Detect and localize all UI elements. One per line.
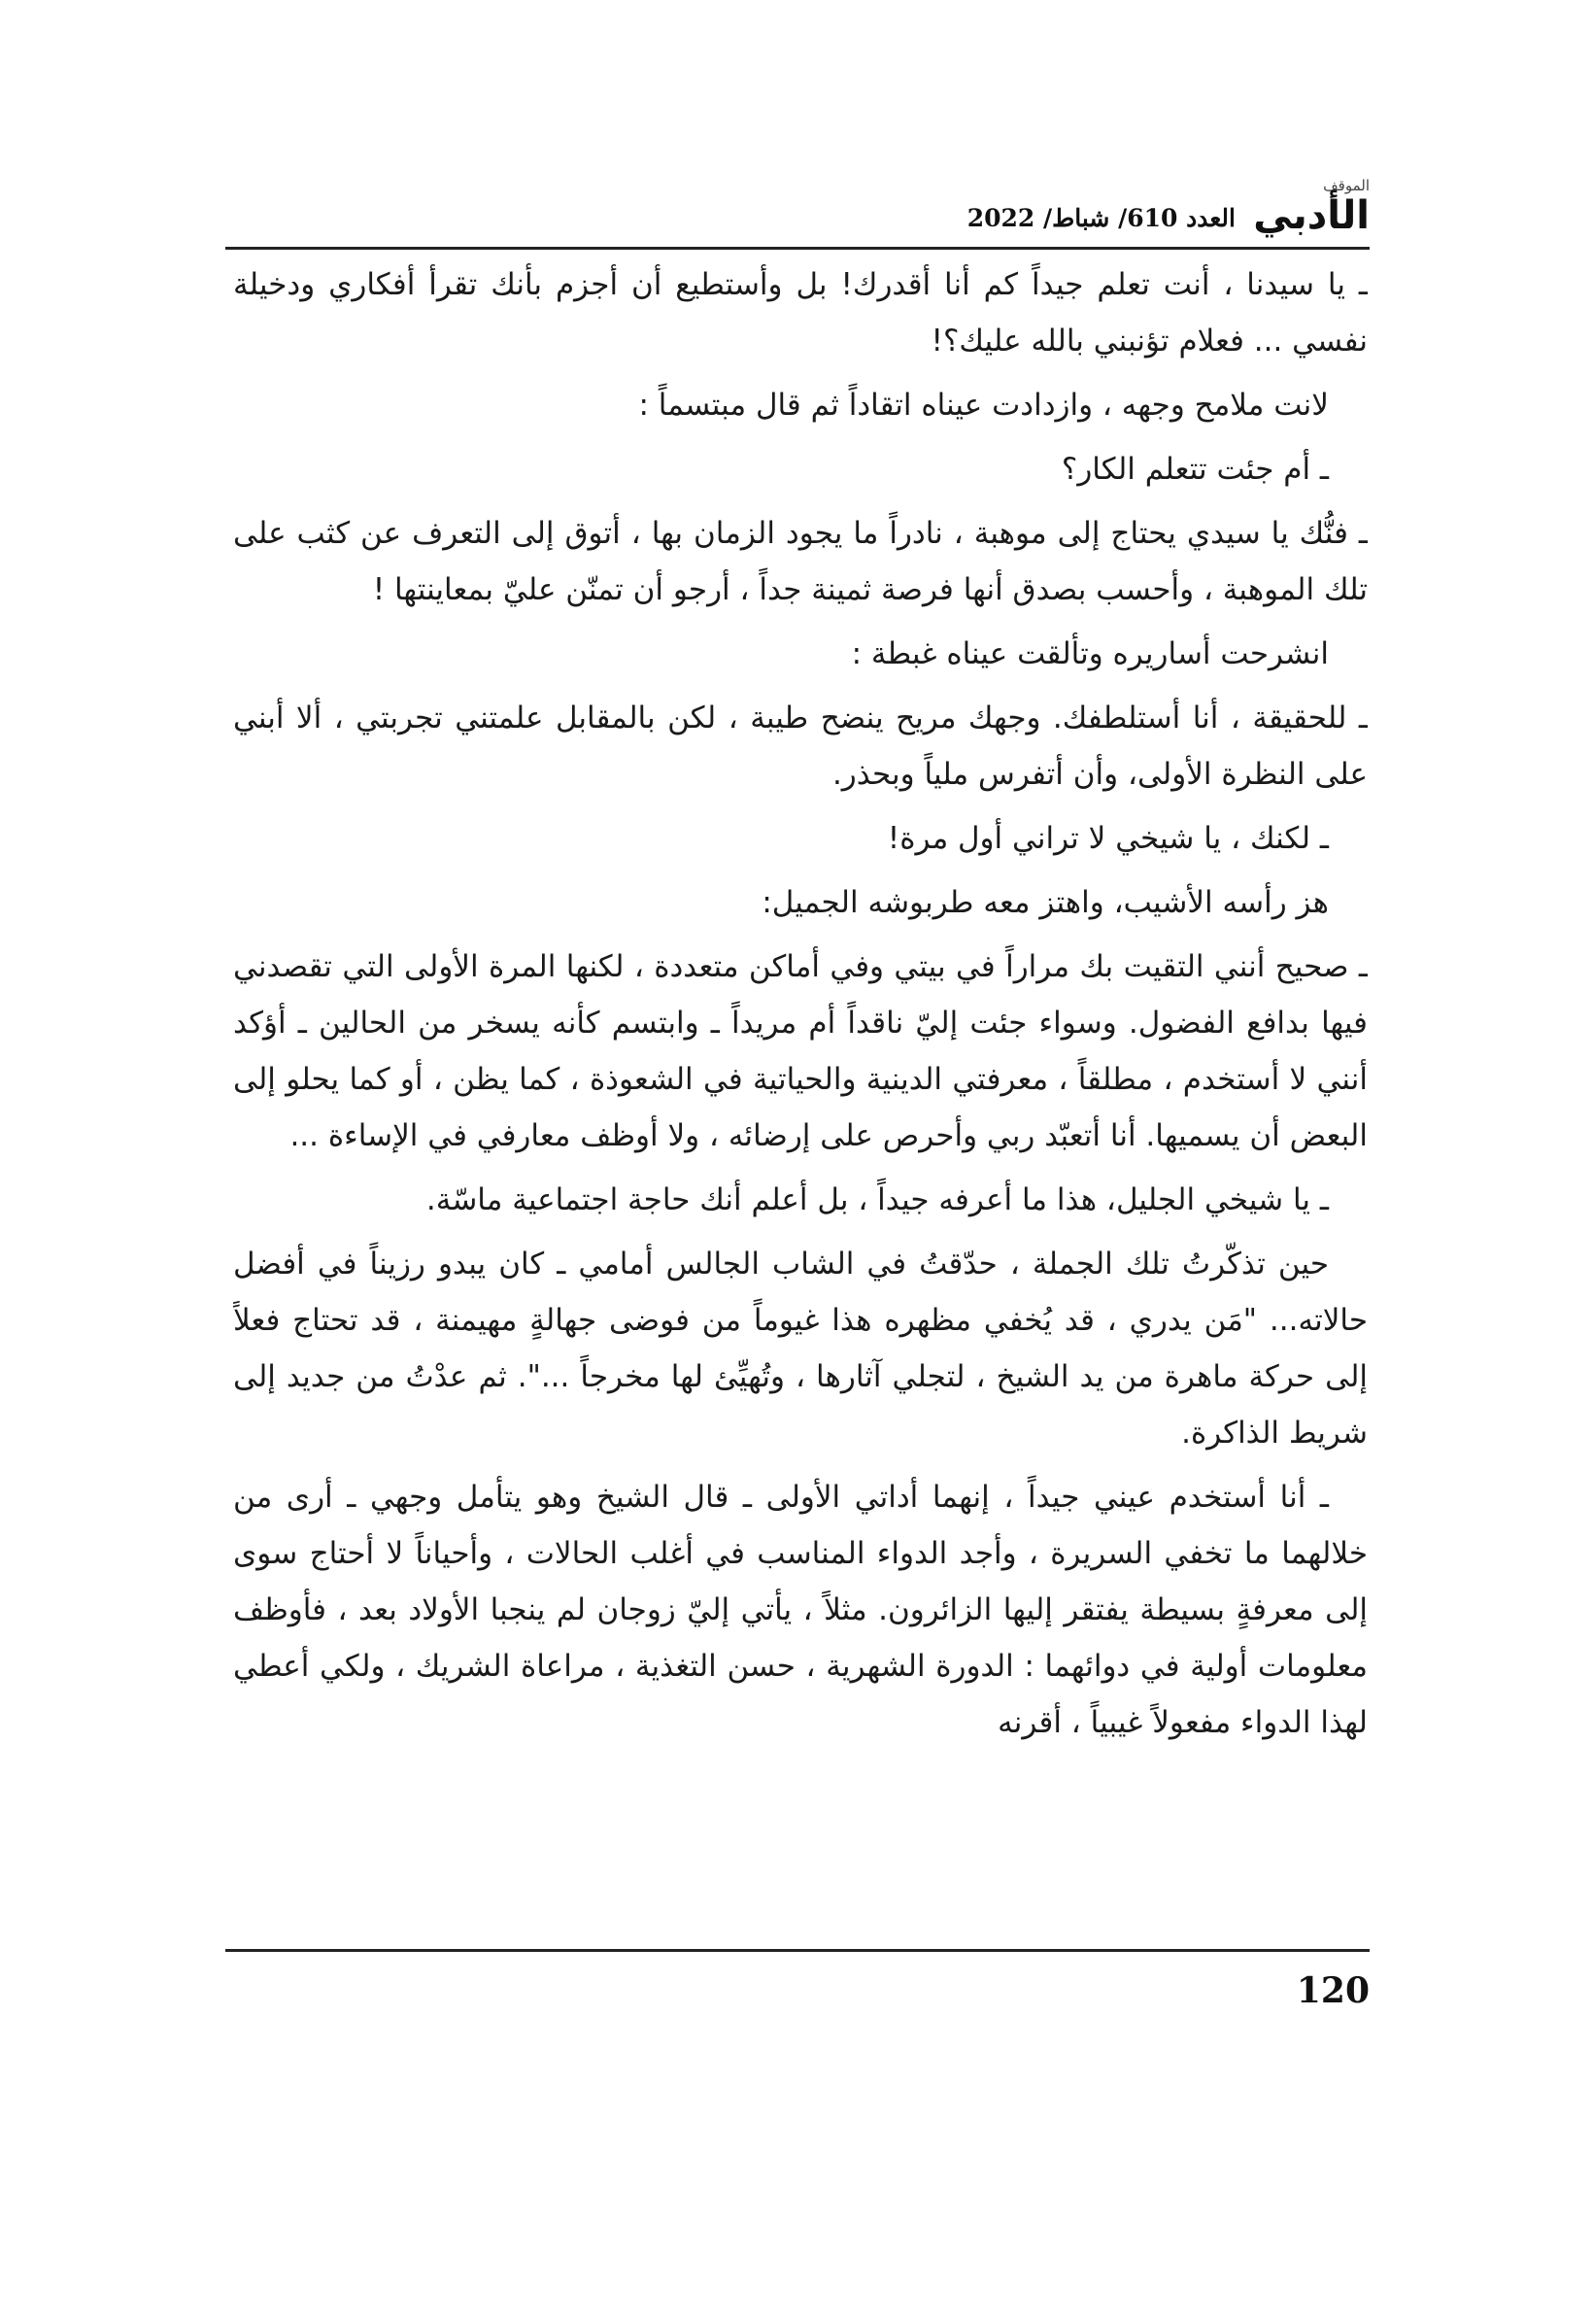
paragraph: ـ للحقيقة ، أنا أستلطفك. وجهك مريح ينضح طيبة ، لكن بالمقابل علمتني تجربتي ، ألا أبني على النظرة الأولى، وأن أتفرس ملياً وبحذر. <box>233 701 1368 792</box>
paragraph: حين تذكّرتُ تلك الجملة ، حدّقتُ في الشاب الجالس أمامي ـ كان يبدو رزيناً في أفضل حالاته... "مَن يدري ، قد يُخفي مظهره هذا غيوماً من فوضى جهالةٍ مهيمنة ، قد تحتاج فعلاً إلى حركة ماهرة من يد الشيخ ، لتجلي آثارها ، وتُهيِّئ لها مخرجاً ...". ثم عدْتُ من جديد إلى شريط الذاكرة. <box>233 1247 1368 1451</box>
paragraph: ـ يا شيخي الجليل، هذا ما أعرفه جيداً ، بل أعلم أنك حاجة اجتماعية ماسّة. <box>425 1182 1329 1217</box>
paragraph: ـ أم جئت تتعلم الكار؟ <box>1061 452 1329 487</box>
article-body <box>233 256 1368 1937</box>
header-divider <box>225 247 1370 250</box>
paragraph: لانت ملامح وجهه ، وازدادت عيناه اتقاداً ثم قال مبتسماً : <box>638 388 1329 423</box>
paragraph: ـ أنا أستخدم عيني جيداً ، إنهما أداتي الأولى ـ قال الشيخ وهو يتأمل وجهي ـ أرى من خلالهما ما تخفي السريرة ، وأجد الدواء المناسب في أغلب الحالات ، وأحياناً لا أحتاج سوى إلى معرفةٍ بسيطة يفتقر إليها الزائرون. مثلاً ، يأتي إليّ زوجان لم ينجبا الأولاد بعد ، فأوظف معلومات أولية في دوائهما : الدورة الشهرية ، حسن التغذية ، مراعاة الشريك ، ولكي أعطي لهذا الدواء مفعولاً غيبياً ، أقرنه <box>233 1480 1368 1740</box>
issue-info: العدد 610/ شباط/ 2022 <box>966 204 1236 232</box>
logo-small-text: الموقف <box>1323 177 1370 194</box>
paragraph: ـ فنُّك يا سيدي يحتاج إلى موهبة ، نادراً ما يجود الزمان بها ، أتوق إلى التعرف عن كثب على تلك الموهبة ، وأحسب بصدق أنها فرصة ثمينة جداً ، أرجو أن تمنّن عليّ بمعاينتها ! <box>233 516 1368 607</box>
paragraph: انشرحت أساريره وتألقت عيناه غبطة : <box>851 636 1329 671</box>
paragraph: ـ لكنك ، يا شيخي لا تراني أول مرة! <box>887 821 1329 856</box>
footer-divider <box>225 1949 1370 1952</box>
running-header <box>225 163 1370 247</box>
paragraph: هز رأسه الأشيب، واهتز معه طربوشه الجميل: <box>762 885 1329 920</box>
logo-main-text: الأدبي <box>1253 193 1370 238</box>
page-number: 120 <box>1296 1970 1370 2011</box>
paragraph: ـ صحيح أنني التقيت بك مراراً في بيتي وفي أماكن متعددة ، لكنها المرة الأولى التي تقصدني فيها بدافع الفضول. وسواء جئت إليّ ناقداً أم مريداً ـ وابتسم كأنه يسخر من الحالين ـ أؤكد أنني لا أستخدم ، مطلقاً ، معرفتي الدينية والحياتية في الشعوذة ، كما يظن ، أو كما يحلو إلى البعض أن يسميها. أنا أتعبّد ربي وأحرص على إرضائه ، ولا أوظف معارفي في الإساءة ... <box>233 949 1368 1153</box>
magazine-logo <box>1253 177 1370 245</box>
paragraph: ـ يا سيدنا ، أنت تعلم جيداً كم أنا أقدرك! بل وأستطيع أن أجزم بأنك تقرأ أفكاري ودخيلة نفسي ... فعلام تؤنبني بالله عليك؟! <box>233 267 1368 359</box>
